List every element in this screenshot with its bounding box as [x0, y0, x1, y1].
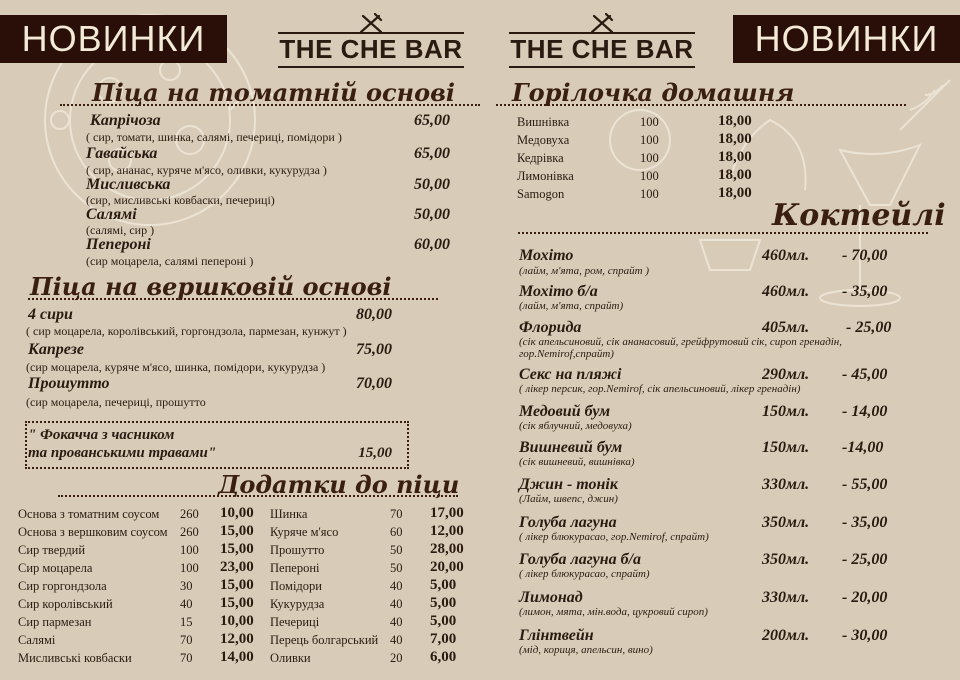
cocktail-volume: 200мл.	[762, 627, 810, 644]
addon-price: 5,00	[430, 595, 457, 611]
addon-name: Сир моцарела	[18, 561, 93, 575]
drink-price: 18,00	[718, 185, 752, 201]
addon-price: 6,00	[430, 649, 457, 665]
addon-qty: 40	[390, 579, 403, 593]
banner-label: НОВИНКИ	[754, 18, 939, 59]
addon-price: 28,00	[430, 541, 464, 557]
addon-name: Куряче м'ясо	[270, 525, 339, 539]
cocktail-desc: (сік апельсиновий, сік ананасовий, грейфрутовий сік, сироп гренадін,	[519, 336, 843, 348]
cocktail-price: - 25,00	[842, 551, 888, 568]
pizza-desc: ( сир, ананас, куряче м'ясо, оливки, кукурудза )	[86, 163, 327, 177]
cocktail-desc: ( лікер блюкурасао, гор.Nemirof, спрайт)	[519, 531, 709, 543]
addon-qty: 40	[180, 597, 193, 611]
cocktail-name: Голуба лагуна	[519, 514, 617, 531]
pizza-price: 65,00	[414, 112, 450, 129]
cocktail-desc: (мід, кориця, апельсин, вино)	[519, 644, 653, 656]
cocktail-name: Мохіто	[519, 247, 574, 264]
new-items-banner-left	[0, 15, 227, 63]
drink-qty: 100	[640, 151, 659, 165]
pizza-price: 70,00	[356, 375, 392, 392]
pizza-name: Салямі	[86, 206, 137, 223]
pizza-price: 50,00	[414, 206, 450, 223]
addon-qty: 40	[390, 615, 403, 629]
divider	[28, 298, 438, 300]
drink-name: Лимонівка	[517, 169, 574, 183]
addon-price: 17,00	[430, 505, 464, 521]
pizza-price: 75,00	[356, 341, 392, 358]
bar-logo-left	[278, 12, 464, 72]
addon-qty: 40	[390, 633, 403, 647]
addons-title: Додатки до піци	[218, 470, 460, 499]
addon-qty: 20	[390, 651, 403, 665]
fork-knife-icon	[586, 12, 618, 34]
cocktail-name: Медовий бум	[519, 403, 611, 420]
addon-name: Мисливські ковбаски	[18, 651, 132, 665]
addon-qty: 15	[180, 615, 193, 629]
drink-qty: 100	[640, 133, 659, 147]
cocktail-desc: (Лайм, швепс, джин)	[519, 493, 618, 505]
cocktail-price: - 45,00	[842, 366, 888, 383]
addon-name: Сир королівський	[18, 597, 113, 611]
addon-price: 12,00	[220, 631, 254, 647]
cocktail-desc: (лимон, мята, мін.вода, цукровий сироп)	[519, 606, 708, 618]
cocktail-volume: 460мл.	[762, 283, 810, 300]
cocktail-desc: (сік вишневий, вишнівка)	[519, 456, 635, 468]
pizza-name: Капрічоза	[90, 112, 161, 129]
addon-name: Сир твердий	[18, 543, 86, 557]
addon-qty: 260	[180, 507, 199, 521]
cocktail-desc: (лайм, м'ята, ром, спрайт )	[519, 265, 650, 277]
addon-qty: 70	[180, 651, 193, 665]
addon-name: Печериці	[270, 615, 320, 629]
addon-name: Сир пармезан	[18, 615, 92, 629]
cocktail-price: - 20,00	[842, 589, 888, 606]
new-items-banner-right	[733, 15, 960, 63]
pizza-desc: (сир моцарела, куряче м'ясо, шинка, помідори, кукурудза )	[26, 360, 326, 374]
addon-qty: 260	[180, 525, 199, 539]
pizza-desc: ( сир, томати, шинка, салямі, печериці, помідори )	[86, 130, 342, 144]
pizza-desc: (сир моцарела, салямі пепероні )	[86, 254, 254, 268]
divider	[60, 104, 480, 106]
addon-name: Перець болгарський	[270, 633, 379, 647]
cocktail-volume: 350мл.	[762, 514, 810, 531]
cocktail-name: Вишневий бум	[519, 439, 623, 456]
addon-qty: 60	[390, 525, 403, 539]
drink-price: 18,00	[718, 167, 752, 183]
divider	[518, 232, 928, 234]
addon-qty: 50	[390, 543, 403, 557]
bar-logo-right	[509, 12, 695, 72]
addon-qty: 40	[390, 597, 403, 611]
drink-qty: 100	[640, 187, 659, 201]
pizza-name: Мисливська	[86, 176, 171, 193]
cocktail-volume: 405мл.	[762, 319, 810, 336]
addon-name: Оливки	[270, 651, 311, 665]
cocktail-name: Джин - тонік	[519, 476, 618, 493]
focaccia-name: " Фокачча з часником	[28, 427, 175, 443]
cocktail-volume: 350мл.	[762, 551, 810, 568]
pizza-price: 80,00	[356, 306, 392, 323]
cocktail-volume: 330мл.	[762, 589, 810, 606]
cocktail-desc: (лайм, м'ята, спрайт)	[519, 300, 624, 312]
addon-price: 23,00	[220, 559, 254, 575]
logo-text: THE CHE BAR	[510, 34, 694, 64]
cocktail-price: - 35,00	[842, 283, 888, 300]
addon-price: 15,00	[220, 541, 254, 557]
addon-price: 5,00	[430, 577, 457, 593]
drink-price: 18,00	[718, 113, 752, 129]
addon-name: Основа з томатним соусом	[18, 507, 160, 521]
addon-price: 10,00	[220, 505, 254, 521]
addon-name: Салямі	[18, 633, 56, 647]
addon-price: 20,00	[430, 559, 464, 575]
addon-qty: 100	[180, 543, 199, 557]
addon-name: Кукурудза	[270, 597, 325, 611]
cocktail-price: - 35,00	[842, 514, 888, 531]
cocktail-name: Глінтвейн	[519, 627, 594, 644]
cocktail-name: Лимонад	[519, 589, 583, 606]
addon-price: 15,00	[220, 595, 254, 611]
pizza-desc: (сир моцарела, печериці, прошутто	[26, 395, 206, 409]
addon-qty: 70	[390, 507, 403, 521]
cocktail-price: - 70,00	[842, 247, 888, 264]
addon-price: 14,00	[220, 649, 254, 665]
addon-qty: 70	[180, 633, 193, 647]
addon-qty: 50	[390, 561, 403, 575]
cocktail-desc: гор.Nemirof,спрайт)	[519, 348, 614, 360]
cocktail-name: Мохіто б/а	[519, 283, 598, 300]
addon-name: Основа з вершковим соусом	[18, 525, 168, 539]
cocktail-price: - 30,00	[842, 627, 888, 644]
addon-name: Помідори	[270, 579, 322, 593]
pizza-desc: ( сир моцарела, королівський, горгондзола, пармезан, кунжут )	[26, 324, 347, 338]
banner-label: НОВИНКИ	[21, 18, 206, 59]
cocktail-price: - 55,00	[842, 476, 888, 493]
cocktail-desc: (сік яблучний, медовуха)	[519, 420, 632, 432]
addon-price: 7,00	[430, 631, 457, 647]
horilka-title: Горілочка домашня	[512, 78, 795, 107]
addon-price: 15,00	[220, 523, 254, 539]
cocktail-volume: 460мл.	[762, 247, 810, 264]
drink-name: Кедрівка	[517, 151, 564, 165]
cocktail-volume: 290мл.	[762, 366, 810, 383]
pizza-name: Прошутто	[28, 375, 110, 392]
cocktail-volume: 330мл.	[762, 476, 810, 493]
cocktail-price: - 14,00	[842, 403, 888, 420]
cocktails-title: Коктейлі	[772, 198, 946, 233]
drink-price: 18,00	[718, 149, 752, 165]
fork-knife-icon	[355, 12, 387, 34]
cocktail-name: Секс на пляжі	[519, 366, 622, 383]
cocktail-desc: ( лікер блюкурасао, спрайт)	[519, 568, 650, 580]
cream-pizza-title: Піца на вершковій основі	[30, 272, 392, 301]
addon-price: 5,00	[430, 613, 457, 629]
cocktail-desc: ( лікер персик, гор.Nemirof, сік апельсиновий, лікер гренадін)	[519, 383, 801, 395]
drink-name: Медовуха	[517, 133, 570, 147]
drink-name: Samogon	[517, 187, 565, 201]
pizza-price: 50,00	[414, 176, 450, 193]
addon-price: 12,00	[430, 523, 464, 539]
drink-qty: 100	[640, 115, 659, 129]
pizza-price: 65,00	[414, 145, 450, 162]
addon-name: Сир горгондзола	[18, 579, 107, 593]
pizza-name: Капрезе	[28, 341, 84, 358]
drink-qty: 100	[640, 169, 659, 183]
divider	[496, 104, 906, 106]
pizza-price: 60,00	[414, 236, 450, 253]
cocktail-price: - 25,00	[846, 319, 892, 336]
addon-qty: 100	[180, 561, 199, 575]
drink-name: Вишнівка	[517, 115, 570, 129]
addon-qty: 30	[180, 579, 193, 593]
cocktail-price: -14,00	[842, 439, 884, 456]
divider	[58, 495, 458, 497]
drink-price: 18,00	[718, 131, 752, 147]
cocktail-name: Голуба лагуна б/а	[519, 551, 642, 568]
pizza-desc: (сир, мисливські ковбаски, печериці)	[86, 193, 275, 207]
addon-price: 10,00	[220, 613, 254, 629]
focaccia-price: 15,00	[358, 445, 392, 461]
cocktail-volume: 150мл.	[762, 403, 810, 420]
addon-name: Прошутто	[270, 543, 325, 557]
pizza-name: Гавайська	[86, 145, 158, 162]
pizza-desc: (салямі, сир )	[86, 223, 155, 237]
tomato-pizza-title: Піца на томатній основі	[92, 78, 455, 107]
focaccia-name: та прованськими травами"	[28, 445, 217, 461]
cocktail-volume: 150мл.	[762, 439, 810, 456]
addon-name: Шинка	[270, 507, 308, 521]
addon-name: Пепероні	[270, 561, 320, 575]
cocktail-name: Флорида	[519, 319, 582, 336]
logo-text: THE CHE BAR	[279, 34, 463, 64]
pizza-name: 4 сири	[28, 306, 73, 323]
addon-price: 15,00	[220, 577, 254, 593]
pizza-name: Пепероні	[86, 236, 151, 253]
